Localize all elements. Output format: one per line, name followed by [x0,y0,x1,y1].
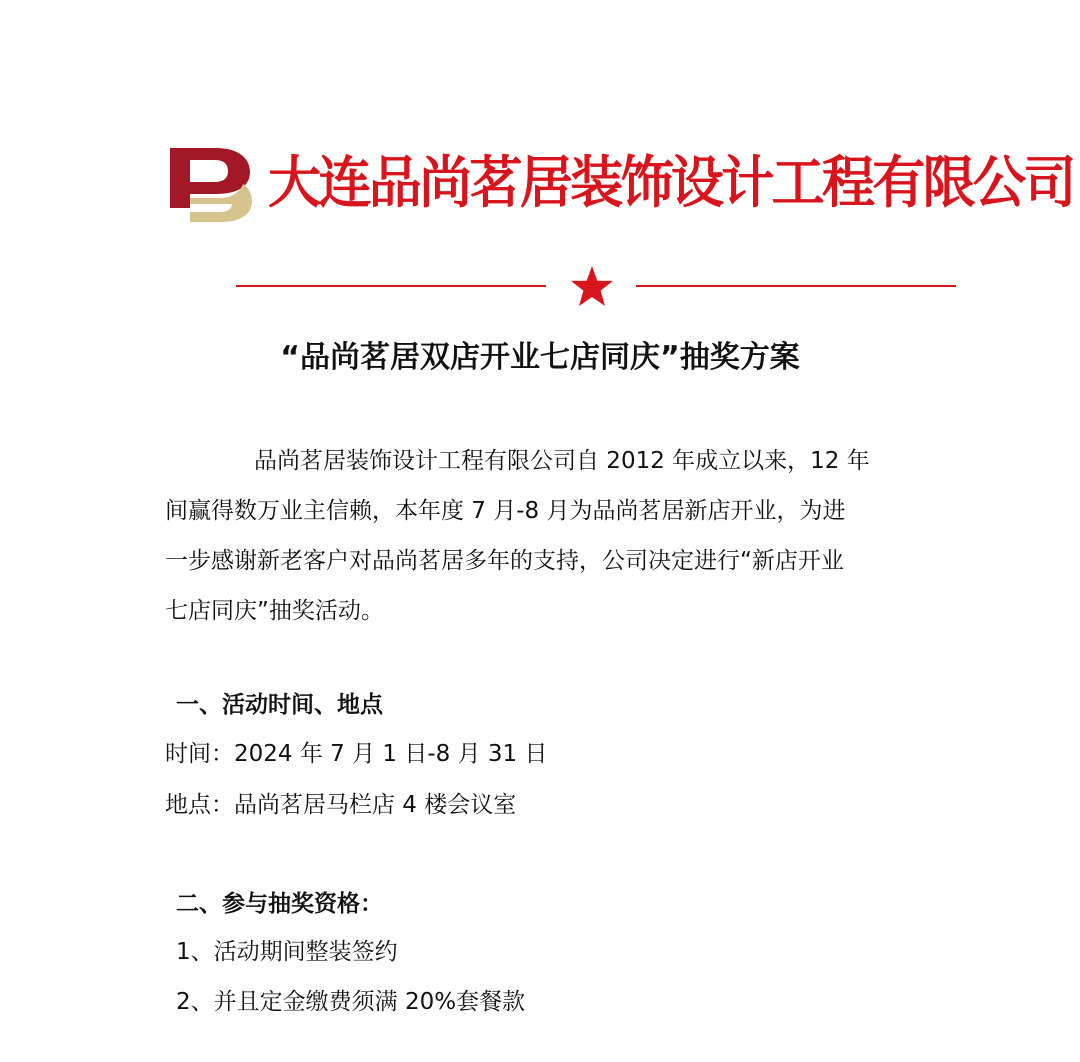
event-time: 时间：2024 年 7 月 1 日-8 月 31 日 [165,741,548,767]
intro-line: 间赢得数万业主信赖，本年度 7 月-8 月为品尚茗居新店开业，为进 [165,498,846,524]
divider-line-right [636,285,956,287]
intro-paragraph [165,436,925,636]
star-icon [570,264,614,308]
section-heading-time-place: 一、活动时间、地点 [176,692,383,718]
event-place: 地点：品尚茗居马栏店 4 楼会议室 [165,792,517,818]
company-name: 大连品尚茗居装饰设计工程有限公司 [268,151,1074,216]
intro-line: 一步感谢新老客户对品尚茗居多年的支持，公司决定进行“新店开业 [165,548,844,574]
section-heading-eligibility: 二、参与抽奖资格： [176,891,383,917]
document-title: “品尚茗居双店开业七店同庆”抽奖方案 [280,340,800,375]
list-item: 1、活动期间整装签约 [176,939,398,965]
list-item: 2、并且定金缴费须满 20%套餐款 [176,989,526,1015]
intro-line: 品尚茗居装饰设计工程有限公司自 2012 年成立以来，12 年 [254,448,870,474]
divider-line-left [236,285,546,287]
intro-line: 七店同庆”抽奖活动。 [165,598,384,624]
pd-monogram-logo [170,148,252,222]
